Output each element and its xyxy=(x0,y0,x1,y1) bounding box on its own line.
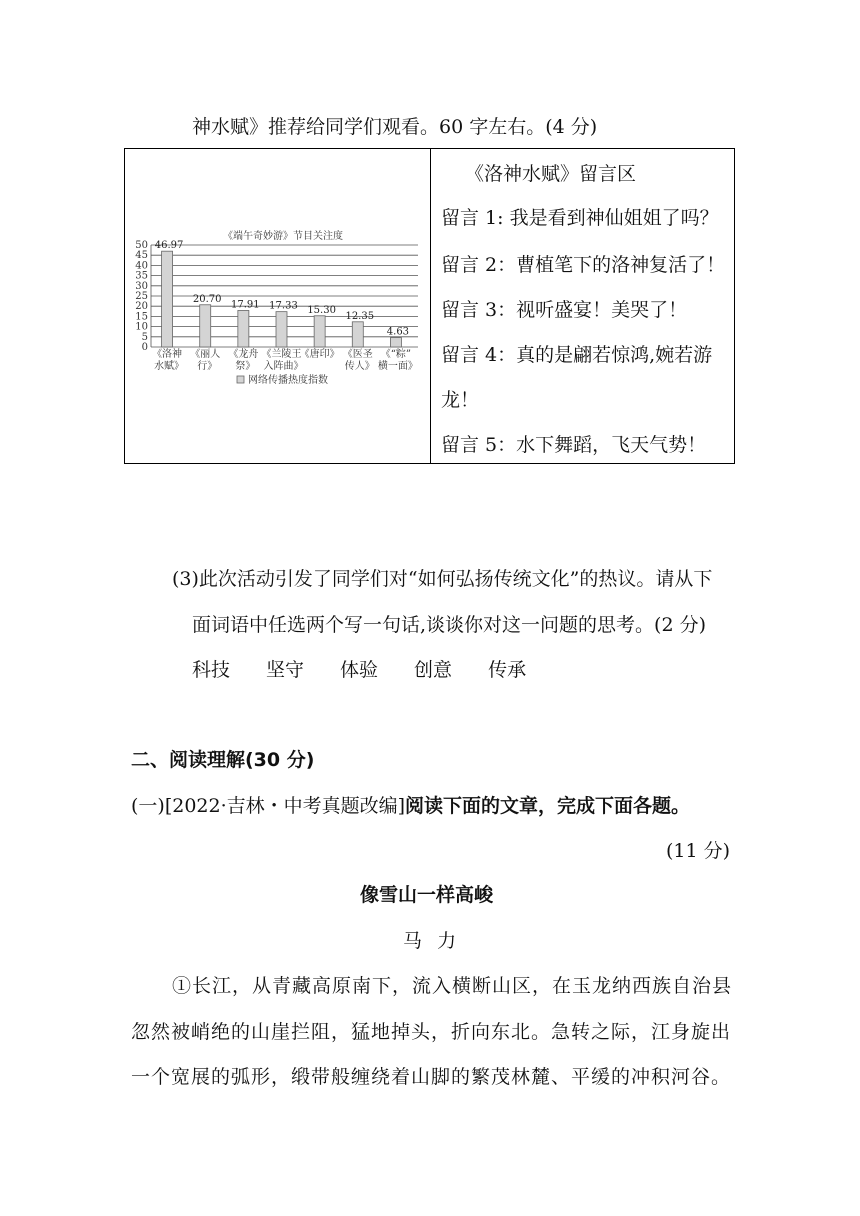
word-option: 坚守 xyxy=(266,659,305,681)
article-author: 马 力 xyxy=(403,930,458,952)
y-tick-label: 45 xyxy=(135,250,148,262)
y-tick-label: 50 xyxy=(135,240,148,251)
data-label: 46.97 xyxy=(154,240,184,252)
section-heading: 二、阅读理解(30 分) xyxy=(131,749,315,771)
message-2: 留言 2：曹植笔下的洛神复活了！ xyxy=(441,254,726,276)
bar xyxy=(276,312,287,347)
legend-label: 网络传播热度指数 xyxy=(248,375,328,386)
word-option: 科技 xyxy=(192,659,231,681)
bar xyxy=(238,310,249,347)
x-tick-label: 传人》 xyxy=(344,361,375,372)
data-label: 17.91 xyxy=(231,299,260,311)
y-tick-label: 40 xyxy=(135,260,148,272)
x-tick-label: 横一面》 xyxy=(377,361,418,372)
y-tick-label: 15 xyxy=(135,311,148,323)
word-option: 传承 xyxy=(488,659,527,681)
x-tick-label: 水赋》 xyxy=(154,361,185,372)
article-title: 像雪山一样高峻 xyxy=(360,884,494,906)
message-4: 留言 4：真的是翩若惊鸿,婉若游 xyxy=(441,344,713,366)
y-tick-label: 35 xyxy=(135,270,148,282)
word-option: 创意 xyxy=(414,659,453,681)
y-tick-label: 10 xyxy=(135,321,148,333)
x-tick-label: 《洛神 xyxy=(152,349,183,360)
paragraph-1-line-2: 忽然被峭绝的山崖拦阻，猛地掉头，折向东北。急转之际，江身旋出 xyxy=(131,1021,732,1043)
section-points: (11 分) xyxy=(666,840,731,862)
x-tick-label: 《兰陵王 xyxy=(261,349,302,360)
y-tick-label: 0 xyxy=(141,342,148,353)
x-tick-label: 《丽人 xyxy=(190,349,221,360)
chart-cell xyxy=(125,149,430,463)
legend-swatch xyxy=(237,376,244,383)
data-label: 17.33 xyxy=(269,300,298,312)
x-tick-label: 《医圣 xyxy=(342,349,373,360)
y-tick-label: 20 xyxy=(135,301,148,313)
x-tick-label: 行》 xyxy=(197,361,218,372)
chart-message-table xyxy=(124,148,735,464)
message-5: 留言 5：水下舞蹈，飞天气势！ xyxy=(441,434,707,456)
continuation-line: 神水赋》推荐给同学们观看。60 字左右。(4 分) xyxy=(192,116,598,138)
source-citation: (一)[2022·吉林・中考真题改编] xyxy=(131,795,406,817)
y-tick-label: 5 xyxy=(141,331,148,343)
y-tick-label: 25 xyxy=(135,291,148,302)
paragraph-1-line-3: 一个宽展的弧形，缎带般缠绕着山脚的繁茂林麓、平缓的冲积河谷。 xyxy=(131,1066,732,1088)
data-label: 12.35 xyxy=(345,310,375,322)
word-option: 体验 xyxy=(340,659,379,681)
data-label: 15.30 xyxy=(307,304,336,316)
bar xyxy=(352,322,363,347)
message-board-title: 《洛神水赋》留言区 xyxy=(465,163,637,185)
data-label: 4.63 xyxy=(386,326,410,338)
bar xyxy=(314,316,325,347)
x-tick-label: 《唐印》 xyxy=(299,349,340,360)
paragraph-1-line-1: ①长江，从青藏高原南下，流入横断山区，在玉龙纳西族自治县 xyxy=(172,975,733,997)
x-tick-label: 入阵曲》 xyxy=(263,361,304,372)
message-4-continued: 龙！ xyxy=(441,389,480,411)
word-options xyxy=(192,657,562,683)
message-board xyxy=(431,149,734,463)
bar-chart xyxy=(125,149,430,465)
bar xyxy=(162,251,173,347)
question-3-line-2: 面词语中任选两个写一句话,谈谈你对这一问题的思考。(2 分) xyxy=(192,614,706,636)
y-tick-label: 30 xyxy=(135,280,148,292)
message-3: 留言 3：视听盛宴！美哭了！ xyxy=(441,299,688,321)
section-intro xyxy=(131,793,690,819)
x-tick-label: 《“粽” xyxy=(380,349,412,360)
bar xyxy=(390,338,401,347)
x-tick-label: 《龙舟 xyxy=(228,349,259,360)
question-3-line-1: (3)此次活动引发了同学们对“如何弘扬传统文化”的热议。请从下 xyxy=(172,568,713,590)
data-label: 20.70 xyxy=(192,293,222,305)
chart-title: 《端午奇妙游》节目关注度 xyxy=(223,231,343,242)
section-instruction: 阅读下面的文章，完成下面各题。 xyxy=(405,795,691,817)
x-tick-label: 祭》 xyxy=(235,361,256,372)
bar xyxy=(200,305,211,347)
message-1: 留言 1: 我是看到神仙姐姐了吗？ xyxy=(441,207,719,229)
